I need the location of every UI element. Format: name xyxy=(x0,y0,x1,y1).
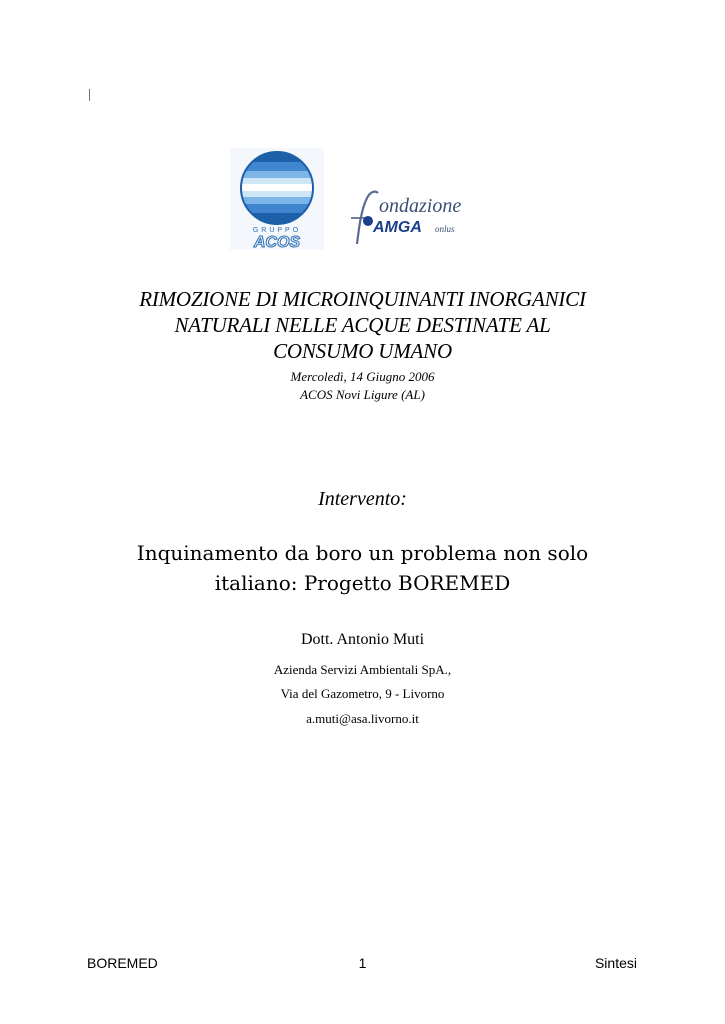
amga-logo-graphic xyxy=(345,188,480,248)
footer-page-number: 1 xyxy=(358,955,367,971)
text-cursor-marker xyxy=(89,89,90,101)
author-address: Via del Gazometro, 9 - Livorno xyxy=(280,686,445,701)
author-email: a.muti@asa.livorno.it xyxy=(306,711,419,726)
acos-logo-name: ACOS xyxy=(253,234,301,250)
conference-title-line-1: RIMOZIONE DI MICROINQUINANTI INORGANICI xyxy=(139,287,586,311)
conference-title-line-2: NATURALI NELLE ACQUE DESTINATE AL xyxy=(174,313,551,337)
amga-logo-suffix: onlus xyxy=(435,224,455,234)
footer-right: Sintesi xyxy=(594,955,637,971)
conference-title xyxy=(0,286,725,364)
event-place: ACOS Novi Ligure (AL) xyxy=(300,387,425,402)
intervento-label: Intervento: xyxy=(318,488,407,510)
talk-title-line-2: italiano: Progetto BOREMED xyxy=(214,571,511,595)
author-name: Dott. Antonio Muti xyxy=(300,631,425,648)
conference-title-line-3: CONSUMO UMANO xyxy=(273,339,452,363)
amga-logo-script: ondazione xyxy=(379,195,462,217)
footer-left: BOREMED xyxy=(87,955,158,971)
acos-logo-graphic xyxy=(230,148,324,250)
talk-title xyxy=(0,538,725,598)
acos-logo-top-text: GRUPPO xyxy=(252,227,302,234)
acos-logo xyxy=(230,148,324,250)
fondazione-amga-logo xyxy=(345,188,480,248)
amga-logo-name: AMGA xyxy=(373,219,422,236)
talk-title-line-1: Inquinamento da boro un problema non solo xyxy=(136,541,589,565)
event-info xyxy=(0,368,725,404)
author-organization: Azienda Servizi Ambientali SpA., xyxy=(273,662,452,677)
event-date: Mercoledì, 14 Giugno 2006 xyxy=(290,369,435,384)
